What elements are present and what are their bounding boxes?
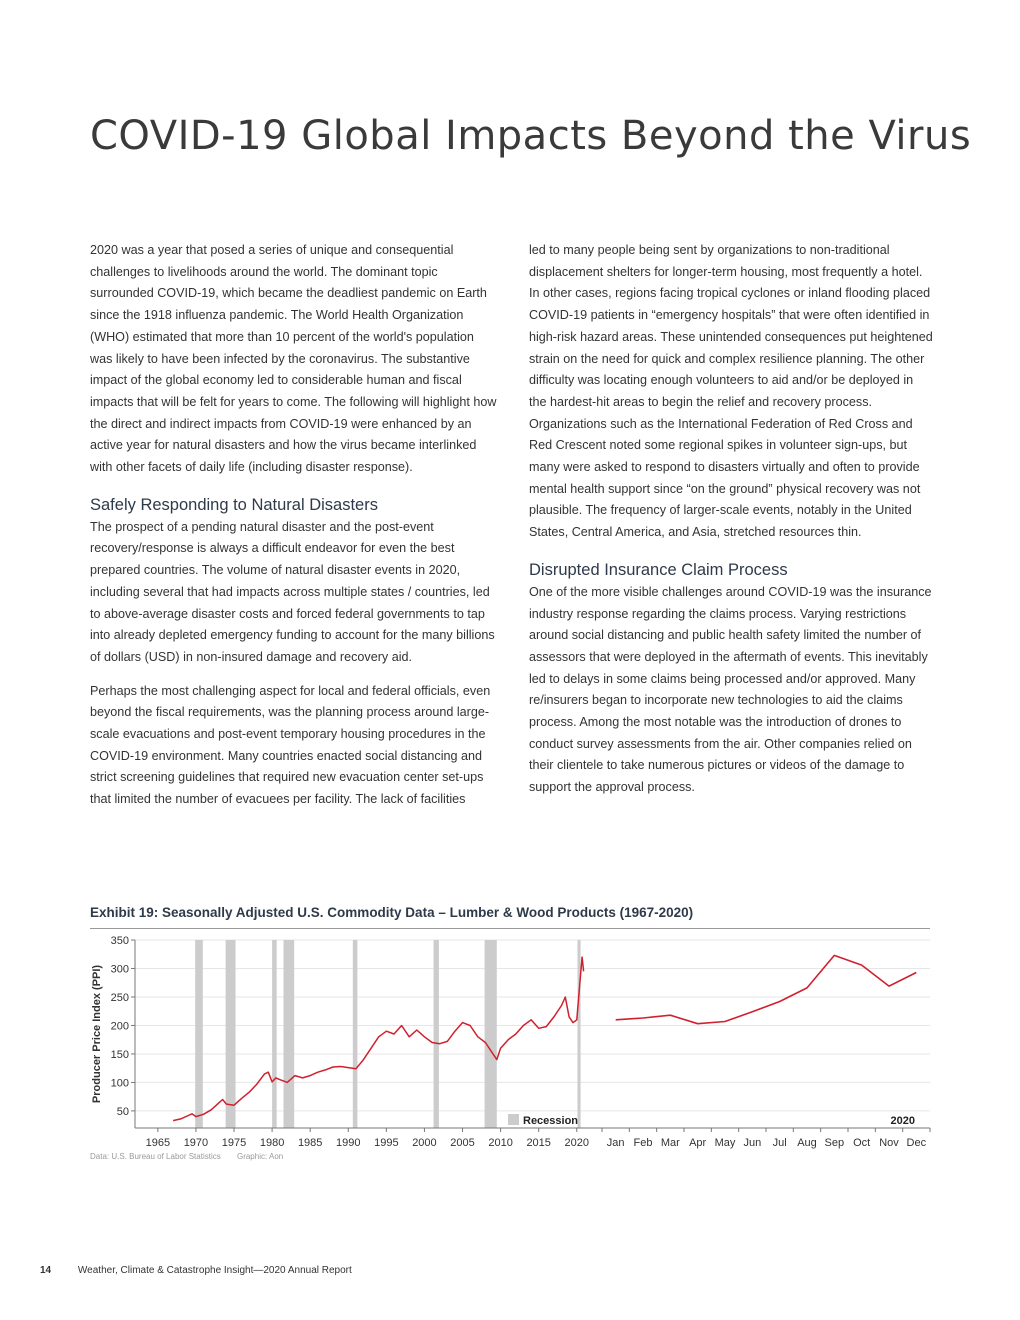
y-tick-label: 50 <box>116 1105 129 1118</box>
page-footer <box>40 1265 352 1276</box>
legend-swatch-recession <box>508 1114 519 1125</box>
month-label: Apr <box>689 1137 707 1149</box>
graphic-credit: Graphic: Aon <box>236 1152 284 1161</box>
recession-band <box>195 940 203 1128</box>
month-label: Aug <box>797 1137 817 1149</box>
month-label: Sep <box>824 1137 845 1149</box>
natural-disasters-paragraph-2: Perhaps the most challenging aspect for local and federal officials, even beyond the fiscal requirements, was the planning process around large-scale evacuations and post-event temporary housing procedures in the COVID-19 environment. Many countries enacted social distancing and strict screening guidelines that required new evacuation center set-ups that limited the number of evacuees per facility. The lack of facilities <box>90 683 491 807</box>
footer-text: Weather, Climate & Catastrophe Insight—2020 Annual Report <box>77 1265 352 1276</box>
page-number: 14 <box>40 1265 52 1276</box>
y-tick-label: 200 <box>110 1020 129 1033</box>
legend-label-recession: Recession <box>523 1115 579 1127</box>
recession-band <box>284 940 295 1128</box>
exhibit-divider <box>90 928 930 929</box>
x-tick-label: 1985 <box>297 1137 323 1149</box>
recession-band <box>485 940 497 1128</box>
recession-band <box>353 940 358 1128</box>
recession-band <box>578 940 581 1128</box>
x-tick-label: 1995 <box>374 1137 399 1149</box>
recession-band <box>272 940 277 1128</box>
x-tick-label: 1990 <box>336 1137 361 1149</box>
month-label: Jan <box>606 1137 625 1149</box>
section-heading-natural-disasters: Safely Responding to Natural Disasters <box>90 495 378 514</box>
month-label: Feb <box>633 1137 653 1149</box>
month-label: Jun <box>743 1137 762 1149</box>
lumber-ppi-chart <box>80 930 940 1155</box>
article-left-column <box>90 240 498 823</box>
month-label: Mar <box>660 1137 680 1149</box>
month-label: Oct <box>853 1137 871 1149</box>
chart-source <box>90 1152 297 1161</box>
y-tick-label: 350 <box>110 935 129 947</box>
x-tick-label: 1970 <box>183 1137 209 1149</box>
data-source: Data: U.S. Bureau of Labor Statistics <box>90 1152 221 1161</box>
natural-disasters-paragraph-1: The prospect of a pending natural disaster and the post-event recovery/response is always a difficult endeavor for even the best prepared countries. The volume of natural disaster events in 2020, including several that had impacts across multiple states / countries, led to above-average disaster costs and forced federal governments to tap into already depleted emergency funding to account for the many billions of dollars (USD) in non-insured damage and recovery aid. <box>90 519 495 664</box>
x-tick-label: 2015 <box>526 1137 551 1149</box>
x-tick-label: 2005 <box>450 1137 475 1149</box>
page-title: COVID-19 Global Impacts Beyond the Virus <box>90 113 972 159</box>
exhibit-title: Exhibit 19: Seasonally Adjusted U.S. Commodity Data – Lumber & Wood Products (1967-2020) <box>90 905 694 920</box>
x-tick-label: 1975 <box>221 1137 247 1149</box>
x-tick-label: 2000 <box>412 1137 437 1149</box>
insurance-claims-paragraph: One of the more visible challenges around COVID-19 was the insurance industry response regarding the claims process. Varying restrictions around social distancing and public health safety limited the number of assessors that were deployed in the aftermath of events. This inevitably led to delays in some claims being processed and/or approved. Many re/insurers began to incorporate new technologies to aid the claims process. Among the most notable was the introduction of drones to conduct survey assessments from the air. Other companies relied on their clientele to take numerous pictures or videos of the damage to support the approval process. <box>529 584 932 795</box>
recession-band <box>226 940 236 1128</box>
intro-paragraph: 2020 was a year that posed a series of unique and consequential challenges to livelihoods around the world. The dominant topic surrounded COVID-19, which became the deadliest pandemic on Earth since the 1918 influenza pandemic. The World Health Organization (WHO) estimated that more than 10 percent of the world's population was likely to have been infected by the coronavirus. The substantive impact of the global economy led to considerable human and fiscal impacts that will be felt for years to come. The following will highlight how the direct and indirect impacts from COVID-19 were enhanced by an active year for natural disasters and how the virus became interlinked with other facets of daily life (including disaster response). <box>90 243 497 475</box>
x-tick-label: 2010 <box>488 1137 513 1149</box>
y-tick-label: 100 <box>110 1077 129 1090</box>
month-label: Nov <box>879 1137 899 1149</box>
y-axis-title: Producer Price Index (PPI) <box>91 964 103 1104</box>
y-tick-label: 250 <box>110 991 129 1004</box>
x-tick-label: 1965 <box>145 1137 171 1149</box>
article-right-column <box>529 240 934 811</box>
x-tick-label: 2020 <box>564 1137 590 1149</box>
natural-disasters-paragraph-3: led to many people being sent by organizations to non-traditional displacement shelters for longer-term housing, most frequently a hotel. In other cases, regions facing tropical cyclones or inland flooding placed COVID-19 patients in “emergency hospitals” that were often identified in high-risk hazard areas. These unintended consequences put heightened strain on the need for quick and complex resilience planning. The other difficulty was locating enough volunteers to aid and/or be deployed in the hardest-hit areas to begin the relief and recovery process. Organizations such as the International Federation of Red Cross and Red Crescent noted some regional spikes in volunteer sign-ups, but many were asked to respond to disasters virtually and often to provide mental health support since “on the ground” physical recovery was not plausible. The frequency of larger-scale events, notably in the United States, Central America, and Asia, stretched resources thin. <box>529 243 933 540</box>
y-tick-label: 150 <box>110 1048 129 1061</box>
panel-title-2020: 2020 <box>890 1115 915 1127</box>
y-tick-label: 300 <box>110 963 129 976</box>
ppi-2020-series-line <box>616 955 917 1023</box>
x-tick-label: 1980 <box>259 1137 285 1149</box>
month-label: May <box>714 1137 736 1149</box>
section-heading-insurance-claims: Disrupted Insurance Claim Process <box>529 560 788 579</box>
month-label: Dec <box>906 1137 927 1149</box>
recession-band <box>434 940 439 1128</box>
month-label: Jul <box>772 1137 787 1149</box>
